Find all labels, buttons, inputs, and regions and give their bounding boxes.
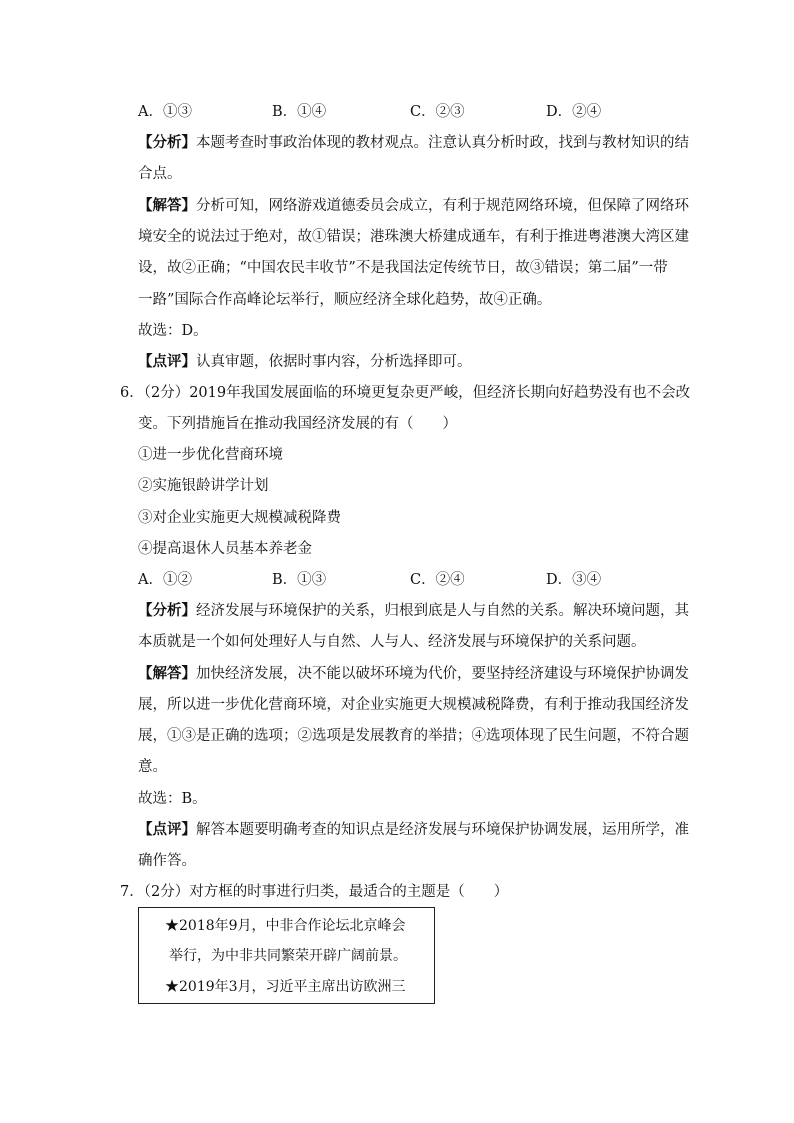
answer-tag: 【解答】 [138,197,196,214]
analysis-tag: 【分析】 [138,602,196,619]
q5-answer-line-1 [138,196,689,216]
analysis-text: 经济发展与环境保护的关系，归根到底是人与自然的关系。解决环境问题，其 [196,603,689,619]
q6-item-3: ③对企业实施更大规模减税降费 [138,510,341,526]
comment-tag: 【点评】 [138,821,196,838]
q6-stem-line-2: 变。下列措施旨在推动我国经济发展的有（ ） [138,416,457,432]
q7-box-line-3: ★2019年3月，习近平主席出访欧洲三 [165,979,406,995]
q6-stem-line-1: 6．（2分）2019年我国发展面临的环境更复杂更严峻，但经济长期向好趋势没有也不会改 [120,385,691,401]
q5-answer-line-4: 一路”国际合作高峰论坛举行，顺应经济全球化趋势，故④正确。 [138,292,552,308]
answer-tag: 【解答】 [138,665,196,682]
answer-text: 分析可知，网络游戏道德委员会成立，有利于规范网络环境，但保障了网络环 [196,198,689,214]
q6-comment-line-2: 确作答。 [138,853,196,869]
q5-comment [138,352,472,372]
q6-choice-c[interactable]: C．②④ [410,572,465,588]
analysis-text: 本题考查时事政治体现的教材观点。注意认真分析时政，找到与教材知识的结 [196,135,689,151]
comment-text: 认真审题，依据时事内容，分析选择即可。 [196,354,472,370]
q6-answer-line-1 [138,664,689,684]
q5-choice-d[interactable]: D．②④ [546,104,602,120]
q6-choice-d[interactable]: D．③④ [546,572,602,588]
q6-item-1: ①进一步优化营商环境 [138,447,283,463]
q6-answer-line-2: 展，所以进一步优化营商环境，对企业实施更大规模减税降费，有利于推动我国经济发 [138,697,689,713]
q6-answer-line-3: 展，①③是正确的选项；②选项是发展教育的举措；④选项体现了民生问题，不符合题 [138,728,689,744]
q7-news-box [138,907,435,1004]
q7-box-line-2: 举行，为中非共同繁荣开辟广阔前景。 [169,948,407,964]
q5-analysis-line-1 [138,133,689,153]
q5-choice-c[interactable]: C．②③ [410,104,465,120]
analysis-tag: 【分析】 [138,134,196,151]
q6-analysis-line-2: 本质就是一个如何处理好人与自然、人与人、经济发展与环境保护的关系问题。 [138,634,646,650]
q5-selection: 故选：D。 [138,323,208,339]
q5-answer-line-3: 设，故②正确；“中国农民丰收节”不是我国法定传统节日，故③错误；第二届”一带 [138,260,668,276]
q6-choice-b[interactable]: B．①③ [272,572,327,588]
q6-selection: 故选：B。 [138,791,207,807]
q5-answer-line-2: 境安全的说法过于绝对，故①错误；港珠澳大桥建成通车，有利于推进粤港澳大湾区建 [138,229,689,245]
q6-item-4: ④提高退休人员基本养老金 [138,541,312,557]
q6-comment-line-1 [138,820,689,840]
comment-text: 解答本题要明确考查的知识点是经济发展与环境保护协调发展，运用所学，准 [196,822,689,838]
comment-tag: 【点评】 [138,353,196,370]
q7-stem: 7．（2分）对方框的时事进行归类，最适合的主题是（ ） [120,884,509,900]
answer-text: 加快经济发展，决不能以破坏环境为代价，要坚持经济建设与环境保护协调发 [196,666,689,682]
q5-choice-b[interactable]: B．①④ [272,104,327,120]
q6-choice-a[interactable]: A．①② [138,572,192,588]
q5-choice-a[interactable]: A．①③ [138,104,192,120]
q5-analysis-line-2: 合点。 [138,166,182,182]
q6-item-2: ②实施银龄讲学计划 [138,478,269,494]
q7-box-line-1: ★2018年9月，中非合作论坛北京峰会 [165,918,406,934]
q6-answer-line-4: 意。 [138,759,167,775]
q6-analysis-line-1 [138,601,689,621]
